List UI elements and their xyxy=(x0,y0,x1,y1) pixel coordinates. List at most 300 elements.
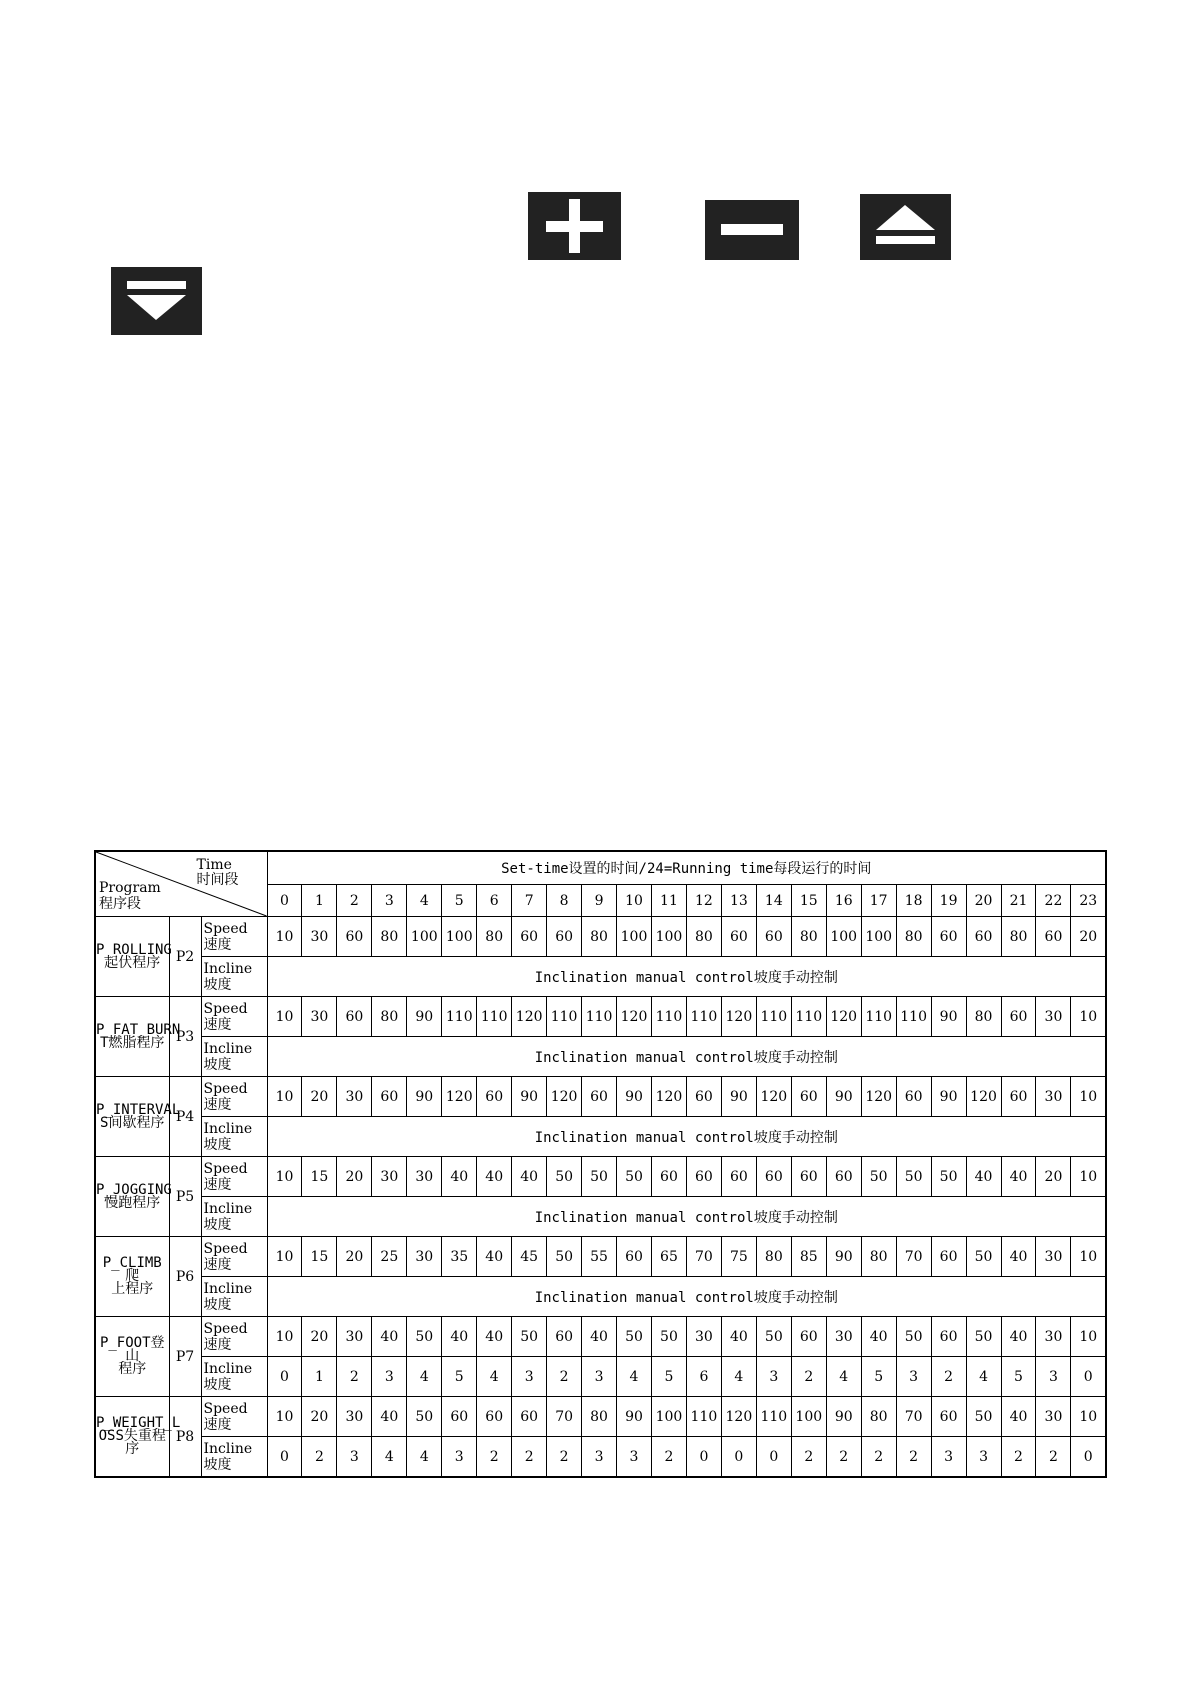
speed-value: 50 xyxy=(861,1157,896,1197)
table-title: Set-time设置的时间/24=Running time每段运行的时间 xyxy=(267,851,1106,885)
speed-value: 30 xyxy=(337,1317,372,1357)
speed-value: 60 xyxy=(686,1077,721,1117)
speed-label-en: Speed xyxy=(203,1000,248,1017)
speed-value: 20 xyxy=(337,1237,372,1277)
hour-cell: 7 xyxy=(512,885,547,917)
speed-value: 80 xyxy=(582,1397,617,1437)
incline-value: 1 xyxy=(302,1357,337,1397)
incline-up-key-icon xyxy=(860,194,951,260)
speed-label-en: Speed xyxy=(203,1320,248,1337)
speed-value: 10 xyxy=(1071,1397,1106,1437)
incline-manual-control: Inclination manual control坡度手动控制 xyxy=(267,1197,1106,1237)
hour-cell: 18 xyxy=(896,885,931,917)
speed-value: 50 xyxy=(582,1157,617,1197)
program-code: P6 xyxy=(169,1237,201,1317)
speed-value: 110 xyxy=(756,997,791,1037)
speed-label-en: Speed xyxy=(203,1080,248,1097)
speed-value: 35 xyxy=(442,1237,477,1277)
speed-value: 40 xyxy=(372,1317,407,1357)
incline-value: 3 xyxy=(896,1357,931,1397)
speed-value: 30 xyxy=(1036,1317,1071,1357)
incline-value: 0 xyxy=(756,1437,791,1478)
speed-value: 10 xyxy=(267,1317,302,1357)
speed-value: 40 xyxy=(861,1317,896,1357)
speed-value: 30 xyxy=(1036,997,1071,1037)
speed-value: 60 xyxy=(966,917,1001,957)
corner-program-cn-label: 程序段 xyxy=(99,896,141,912)
program-name: P_JOGGING 慢跑程序 xyxy=(95,1157,169,1237)
incline-value: 0 xyxy=(721,1437,756,1478)
incline-value: 2 xyxy=(337,1357,372,1397)
speed-value: 100 xyxy=(442,917,477,957)
hour-cell: 0 xyxy=(267,885,302,917)
speed-value: 90 xyxy=(721,1077,756,1117)
speed-value: 110 xyxy=(686,997,721,1037)
speed-value: 80 xyxy=(791,917,826,957)
program-speed-row xyxy=(95,1157,1106,1197)
speed-value: 10 xyxy=(267,1157,302,1197)
speed-value: 90 xyxy=(617,1077,652,1117)
incline-label-cn: 坡度 xyxy=(203,1136,232,1153)
speed-value: 10 xyxy=(267,1397,302,1437)
incline-value: 6 xyxy=(686,1357,721,1397)
corner-time-label: Time xyxy=(196,857,232,873)
speed-value: 90 xyxy=(617,1397,652,1437)
incline-manual-control: Inclination manual control坡度手动控制 xyxy=(267,957,1106,997)
program-speed-row xyxy=(95,1317,1106,1357)
incline-value: 5 xyxy=(651,1357,686,1397)
speed-value: 100 xyxy=(651,917,686,957)
incline-value: 3 xyxy=(442,1437,477,1478)
speed-value: 60 xyxy=(1036,917,1071,957)
speed-value: 30 xyxy=(302,997,337,1037)
incline-value: 3 xyxy=(512,1357,547,1397)
program-code: P2 xyxy=(169,917,201,997)
speed-value: 60 xyxy=(931,1317,966,1357)
speed-value: 100 xyxy=(407,917,442,957)
speed-label-en: Speed xyxy=(203,1240,248,1257)
speed-value: 60 xyxy=(826,1157,861,1197)
speed-value: 60 xyxy=(1001,997,1036,1037)
hour-cell: 8 xyxy=(547,885,582,917)
speed-value: 110 xyxy=(477,997,512,1037)
incline-label-cn: 坡度 xyxy=(203,1056,232,1073)
speed-value: 60 xyxy=(931,1237,966,1277)
hour-cell: 20 xyxy=(966,885,1001,917)
speed-value: 50 xyxy=(896,1317,931,1357)
hour-cell: 23 xyxy=(1071,885,1106,917)
incline-label-en: Incline xyxy=(203,1040,253,1057)
program-code: P7 xyxy=(169,1317,201,1397)
speed-value: 80 xyxy=(477,917,512,957)
speed-value: 30 xyxy=(372,1157,407,1197)
hour-cell: 12 xyxy=(686,885,721,917)
incline-value: 0 xyxy=(1071,1437,1106,1478)
program-name: P_FAT_BURN T燃脂程序 xyxy=(95,997,169,1077)
incline-label xyxy=(201,1037,267,1077)
speed-value: 50 xyxy=(966,1317,1001,1357)
incline-value: 2 xyxy=(477,1437,512,1478)
speed-value: 100 xyxy=(826,917,861,957)
speed-value: 55 xyxy=(582,1237,617,1277)
incline-value: 2 xyxy=(512,1437,547,1478)
speed-value: 110 xyxy=(547,997,582,1037)
incline-value: 0 xyxy=(267,1437,302,1478)
speed-value: 65 xyxy=(651,1237,686,1277)
speed-value: 90 xyxy=(931,1077,966,1117)
speed-value: 60 xyxy=(477,1077,512,1117)
speed-label-cn: 速度 xyxy=(203,1096,232,1113)
speed-value: 25 xyxy=(372,1237,407,1277)
incline-value: 4 xyxy=(372,1437,407,1478)
program-name: P_FOOT登山 程序 xyxy=(95,1317,169,1397)
program-incline-row xyxy=(95,957,1106,997)
speed-value: 30 xyxy=(407,1157,442,1197)
incline-label xyxy=(201,1357,267,1397)
incline-value: 4 xyxy=(966,1357,1001,1397)
speed-label xyxy=(201,1157,267,1197)
corner-time-cn-label: 时间段 xyxy=(196,872,239,888)
speed-value: 50 xyxy=(617,1317,652,1357)
program-name: P_CLIMB爬 上程序 xyxy=(95,1237,169,1317)
speed-value: 120 xyxy=(547,1077,582,1117)
speed-value: 60 xyxy=(791,1157,826,1197)
incline-value: 2 xyxy=(826,1437,861,1478)
speed-value: 50 xyxy=(407,1317,442,1357)
incline-value: 3 xyxy=(966,1437,1001,1478)
speed-value: 80 xyxy=(896,917,931,957)
speed-value: 110 xyxy=(791,997,826,1037)
speed-value: 80 xyxy=(756,1237,791,1277)
incline-label-en: Incline xyxy=(203,1440,253,1457)
hour-cell: 15 xyxy=(791,885,826,917)
speed-value: 70 xyxy=(896,1397,931,1437)
speed-value: 90 xyxy=(407,1077,442,1117)
speed-value: 30 xyxy=(302,917,337,957)
speed-value: 60 xyxy=(512,917,547,957)
speed-label xyxy=(201,1237,267,1277)
speed-label xyxy=(201,1397,267,1437)
corner-program-label: Program xyxy=(99,880,161,896)
speed-label-cn: 速度 xyxy=(203,936,232,953)
speed-value: 80 xyxy=(686,917,721,957)
speed-value: 30 xyxy=(1036,1237,1071,1277)
speed-value: 90 xyxy=(512,1077,547,1117)
incline-value: 2 xyxy=(547,1437,582,1478)
speed-value: 100 xyxy=(861,917,896,957)
speed-value: 20 xyxy=(302,1317,337,1357)
speed-value: 45 xyxy=(512,1237,547,1277)
speed-value: 40 xyxy=(721,1317,756,1357)
program-code: P4 xyxy=(169,1077,201,1157)
program-name: P_WEIGHT_L OSS失重程 序 xyxy=(95,1397,169,1478)
hour-cell: 19 xyxy=(931,885,966,917)
speed-label xyxy=(201,1317,267,1357)
speed-value: 120 xyxy=(721,1397,756,1437)
plus-key-icon xyxy=(528,192,621,260)
speed-value: 120 xyxy=(721,997,756,1037)
incline-label xyxy=(201,1437,267,1478)
speed-value: 75 xyxy=(721,1237,756,1277)
incline-value: 5 xyxy=(442,1357,477,1397)
speed-value: 60 xyxy=(931,917,966,957)
speed-value: 10 xyxy=(1071,1077,1106,1117)
speed-value: 60 xyxy=(931,1397,966,1437)
speed-value: 60 xyxy=(617,1237,652,1277)
incline-value: 2 xyxy=(861,1437,896,1478)
speed-value: 50 xyxy=(756,1317,791,1357)
speed-value: 20 xyxy=(1071,917,1106,957)
incline-label xyxy=(201,1117,267,1157)
speed-value: 50 xyxy=(512,1317,547,1357)
speed-value: 120 xyxy=(442,1077,477,1117)
speed-label-cn: 速度 xyxy=(203,1176,232,1193)
speed-value: 100 xyxy=(651,1397,686,1437)
speed-value: 10 xyxy=(1071,1157,1106,1197)
incline-label-cn: 坡度 xyxy=(203,1296,232,1313)
program-table xyxy=(94,850,1107,1478)
speed-value: 60 xyxy=(791,1077,826,1117)
speed-label-cn: 速度 xyxy=(203,1256,232,1273)
speed-value: 60 xyxy=(651,1157,686,1197)
speed-value: 10 xyxy=(267,997,302,1037)
speed-value: 40 xyxy=(442,1157,477,1197)
speed-value: 30 xyxy=(686,1317,721,1357)
incline-manual-control: Inclination manual control坡度手动控制 xyxy=(267,1117,1106,1157)
speed-value: 70 xyxy=(686,1237,721,1277)
incline-label-cn: 坡度 xyxy=(203,976,232,993)
incline-label-en: Incline xyxy=(203,1280,253,1297)
incline-label-cn: 坡度 xyxy=(203,1216,232,1233)
speed-value: 60 xyxy=(896,1077,931,1117)
speed-value: 60 xyxy=(721,917,756,957)
speed-value: 60 xyxy=(1001,1077,1036,1117)
speed-value: 40 xyxy=(582,1317,617,1357)
speed-value: 50 xyxy=(407,1397,442,1437)
speed-value: 110 xyxy=(861,997,896,1037)
hour-cell: 16 xyxy=(826,885,861,917)
speed-value: 40 xyxy=(1001,1237,1036,1277)
speed-value: 60 xyxy=(686,1157,721,1197)
incline-value: 4 xyxy=(477,1357,512,1397)
speed-value: 30 xyxy=(1036,1397,1071,1437)
incline-value: 4 xyxy=(407,1357,442,1397)
incline-label-en: Incline xyxy=(203,1120,253,1137)
program-speed-row xyxy=(95,1077,1106,1117)
speed-value: 120 xyxy=(512,997,547,1037)
speed-value: 60 xyxy=(442,1397,477,1437)
incline-value: 2 xyxy=(1036,1437,1071,1478)
incline-label-en: Incline xyxy=(203,960,253,977)
hour-cell: 21 xyxy=(1001,885,1036,917)
incline-label-cn: 坡度 xyxy=(203,1456,232,1473)
speed-value: 120 xyxy=(966,1077,1001,1117)
minus-key-icon xyxy=(705,200,799,260)
hour-cell: 2 xyxy=(337,885,372,917)
speed-label-cn: 速度 xyxy=(203,1016,232,1033)
speed-value: 40 xyxy=(477,1157,512,1197)
incline-label-en: Incline xyxy=(203,1200,253,1217)
speed-label xyxy=(201,997,267,1037)
speed-value: 80 xyxy=(582,917,617,957)
incline-value: 4 xyxy=(826,1357,861,1397)
hour-cell: 17 xyxy=(861,885,896,917)
program-incline-row xyxy=(95,1437,1106,1478)
incline-value: 3 xyxy=(617,1437,652,1478)
program-code: P8 xyxy=(169,1397,201,1478)
incline-value: 3 xyxy=(582,1437,617,1478)
speed-value: 60 xyxy=(547,1317,582,1357)
speed-value: 90 xyxy=(826,1237,861,1277)
hour-cell: 22 xyxy=(1036,885,1071,917)
speed-value: 50 xyxy=(617,1157,652,1197)
speed-value: 40 xyxy=(1001,1157,1036,1197)
program-speed-row xyxy=(95,997,1106,1037)
speed-value: 60 xyxy=(547,917,582,957)
speed-value: 60 xyxy=(337,997,372,1037)
speed-value: 20 xyxy=(302,1397,337,1437)
speed-value: 120 xyxy=(826,997,861,1037)
hour-cell: 9 xyxy=(582,885,617,917)
speed-value: 90 xyxy=(407,997,442,1037)
incline-value: 2 xyxy=(651,1437,686,1478)
speed-value: 70 xyxy=(547,1397,582,1437)
program-incline-row xyxy=(95,1037,1106,1077)
program-name: P_ROLLING 起伏程序 xyxy=(95,917,169,997)
speed-value: 120 xyxy=(617,997,652,1037)
speed-value: 110 xyxy=(686,1397,721,1437)
program-incline-row xyxy=(95,1197,1106,1237)
speed-value: 80 xyxy=(861,1237,896,1277)
speed-value: 10 xyxy=(1071,1317,1106,1357)
incline-value: 3 xyxy=(1036,1357,1071,1397)
incline-value: 3 xyxy=(372,1357,407,1397)
incline-value: 2 xyxy=(896,1437,931,1478)
program-incline-row xyxy=(95,1357,1106,1397)
speed-value: 30 xyxy=(826,1317,861,1357)
hour-cell: 6 xyxy=(477,885,512,917)
speed-value: 60 xyxy=(756,1157,791,1197)
speed-value: 60 xyxy=(512,1397,547,1437)
incline-value: 3 xyxy=(337,1437,372,1478)
incline-value: 4 xyxy=(617,1357,652,1397)
program-incline-row xyxy=(95,1117,1106,1157)
incline-value: 2 xyxy=(931,1357,966,1397)
speed-label-cn: 速度 xyxy=(203,1336,232,1353)
speed-value: 100 xyxy=(617,917,652,957)
incline-value: 2 xyxy=(1001,1437,1036,1478)
incline-label-cn: 坡度 xyxy=(203,1376,232,1393)
incline-label-en: Incline xyxy=(203,1360,253,1377)
speed-value: 40 xyxy=(512,1157,547,1197)
hour-cell: 13 xyxy=(721,885,756,917)
program-speed-row xyxy=(95,1397,1106,1437)
speed-value: 40 xyxy=(1001,1397,1036,1437)
speed-value: 50 xyxy=(966,1397,1001,1437)
speed-value: 60 xyxy=(721,1157,756,1197)
speed-value: 80 xyxy=(861,1397,896,1437)
speed-value: 80 xyxy=(372,997,407,1037)
program-code: P5 xyxy=(169,1157,201,1237)
speed-value: 110 xyxy=(896,997,931,1037)
speed-label-en: Speed xyxy=(203,1160,248,1177)
incline-value: 2 xyxy=(547,1357,582,1397)
speed-value: 60 xyxy=(477,1397,512,1437)
speed-value: 60 xyxy=(582,1077,617,1117)
incline-manual-control: Inclination manual control坡度手动控制 xyxy=(267,1277,1106,1317)
incline-label xyxy=(201,1277,267,1317)
incline-manual-control: Inclination manual control坡度手动控制 xyxy=(267,1037,1106,1077)
speed-value: 110 xyxy=(582,997,617,1037)
speed-value: 40 xyxy=(477,1317,512,1357)
hour-cell: 11 xyxy=(651,885,686,917)
speed-label xyxy=(201,1077,267,1117)
program-code: P3 xyxy=(169,997,201,1077)
speed-value: 85 xyxy=(791,1237,826,1277)
speed-label-en: Speed xyxy=(203,1400,248,1417)
incline-value: 2 xyxy=(791,1437,826,1478)
speed-value: 20 xyxy=(1036,1157,1071,1197)
speed-value: 30 xyxy=(337,1077,372,1117)
speed-value: 30 xyxy=(337,1397,372,1437)
speed-value: 20 xyxy=(337,1157,372,1197)
program-incline-row xyxy=(95,1277,1106,1317)
speed-value: 110 xyxy=(756,1397,791,1437)
incline-label xyxy=(201,1197,267,1237)
speed-value: 50 xyxy=(547,1157,582,1197)
speed-value: 10 xyxy=(267,917,302,957)
speed-value: 10 xyxy=(1071,1237,1106,1277)
speed-value: 90 xyxy=(826,1397,861,1437)
speed-value: 110 xyxy=(651,997,686,1037)
speed-value: 15 xyxy=(302,1237,337,1277)
incline-value: 3 xyxy=(582,1357,617,1397)
speed-value: 40 xyxy=(442,1317,477,1357)
speed-value: 10 xyxy=(267,1077,302,1117)
hour-cell: 3 xyxy=(372,885,407,917)
speed-value: 40 xyxy=(1001,1317,1036,1357)
incline-value: 5 xyxy=(1001,1357,1036,1397)
speed-value: 50 xyxy=(966,1237,1001,1277)
speed-value: 60 xyxy=(756,917,791,957)
speed-value: 120 xyxy=(756,1077,791,1117)
incline-value: 2 xyxy=(302,1437,337,1478)
speed-value: 40 xyxy=(372,1397,407,1437)
incline-value: 5 xyxy=(861,1357,896,1397)
speed-value: 60 xyxy=(337,917,372,957)
speed-value: 80 xyxy=(372,917,407,957)
speed-value: 100 xyxy=(791,1397,826,1437)
incline-value: 4 xyxy=(721,1357,756,1397)
speed-value: 80 xyxy=(1001,917,1036,957)
program-speed-row xyxy=(95,1237,1106,1277)
incline-value: 3 xyxy=(931,1437,966,1478)
speed-value: 70 xyxy=(896,1237,931,1277)
hour-cell: 5 xyxy=(442,885,477,917)
speed-value: 90 xyxy=(931,997,966,1037)
speed-value: 50 xyxy=(651,1317,686,1357)
hour-cell: 4 xyxy=(407,885,442,917)
incline-value: 0 xyxy=(686,1437,721,1478)
speed-value: 120 xyxy=(651,1077,686,1117)
speed-value: 60 xyxy=(791,1317,826,1357)
hour-cell: 14 xyxy=(756,885,791,917)
incline-down-key-icon xyxy=(111,267,202,335)
speed-value: 90 xyxy=(826,1077,861,1117)
program-speed-row xyxy=(95,917,1106,957)
program-name: P_INTERVAL S间歇程序 xyxy=(95,1077,169,1157)
speed-value: 50 xyxy=(931,1157,966,1197)
